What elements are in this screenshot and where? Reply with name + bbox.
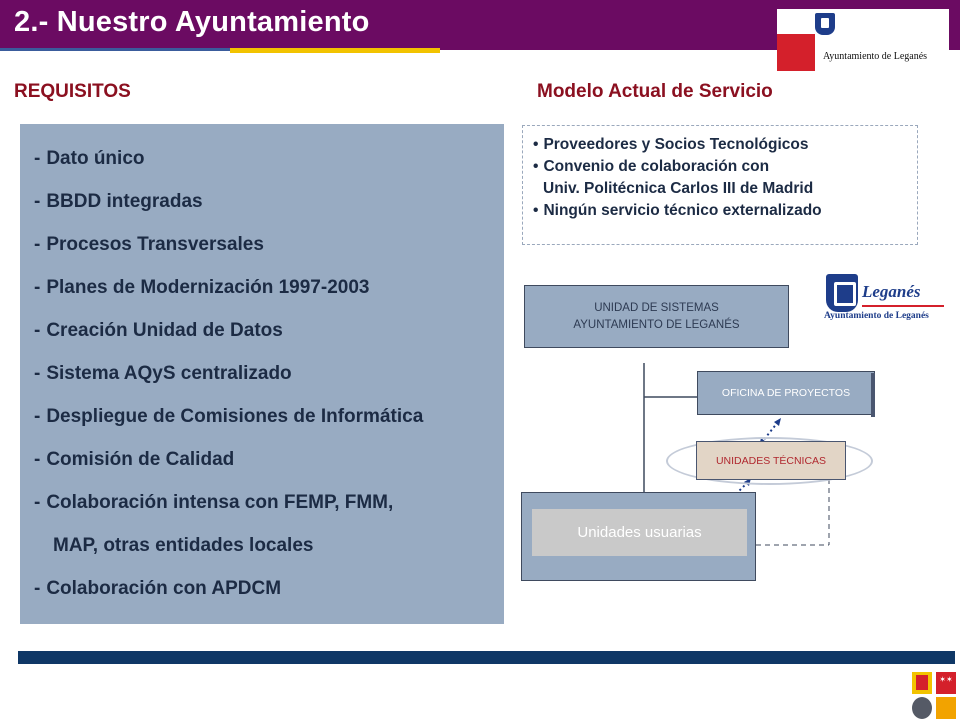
dash-marker: - — [34, 492, 41, 513]
footer-logos — [908, 664, 958, 720]
requirement-label: Dato único — [46, 148, 145, 169]
service-item — [533, 134, 822, 156]
service-item-continuation — [533, 178, 822, 200]
ayuntamiento-logo — [777, 9, 949, 71]
dash-marker: - — [34, 363, 41, 384]
tech-units-label: UNIDADES TÉCNICAS — [715, 454, 827, 467]
logo-text: Ayuntamiento de Leganés — [823, 51, 928, 62]
requirement-item — [34, 228, 502, 271]
leganes-logo-subtitle: Ayuntamiento de Leganés — [824, 311, 929, 321]
requirements-list — [34, 142, 502, 615]
unit-systems-line2: AYUNTAMIENTO DE LEGANÉS — [573, 318, 740, 331]
requirement-label: BBDD integradas — [46, 191, 203, 212]
office-projects-shadow — [871, 373, 875, 417]
dash-marker: - — [34, 320, 41, 341]
service-label: Univ. Politécnica Carlos III de Madrid — [543, 180, 814, 197]
dash-marker: - — [34, 148, 41, 169]
header-stripe-yellow — [230, 48, 440, 53]
requirement-item — [34, 400, 502, 443]
requirement-label: Comisión de Calidad — [46, 449, 235, 470]
service-label: Proveedores y Socios Tecnológicos — [543, 136, 809, 153]
requirement-label: Sistema AQyS centralizado — [46, 363, 292, 384]
stars-icon: ✶✶ — [939, 675, 953, 684]
dash-marker: - — [34, 277, 41, 298]
requirement-item — [34, 357, 502, 400]
service-item — [533, 200, 822, 222]
dash-marker: - — [34, 191, 41, 212]
bullet-marker: • — [533, 202, 539, 219]
office-projects-box — [697, 371, 875, 415]
unit-systems-box — [524, 285, 789, 348]
service-item — [533, 156, 822, 178]
requirement-item-continuation — [34, 529, 502, 572]
requirement-item — [34, 271, 502, 314]
arrowhead-office-tech-top — [774, 418, 781, 426]
page-title: 2.- Nuestro Ayuntamiento — [14, 6, 370, 38]
service-model-heading: Modelo Actual de Servicio — [537, 81, 773, 102]
requirement-label: Procesos Transversales — [46, 234, 264, 255]
requirement-item — [34, 486, 502, 529]
shield-icon — [815, 13, 835, 35]
requirement-item — [34, 185, 502, 228]
user-units-inner — [532, 509, 747, 556]
requirement-label: MAP, otras entidades locales — [53, 535, 314, 556]
bullet-marker: • — [533, 136, 539, 153]
footer-bar — [18, 651, 955, 664]
requirement-item — [34, 443, 502, 486]
requirement-label: Colaboración con APDCM — [46, 578, 282, 599]
requirement-item — [34, 142, 502, 185]
dash-marker: - — [34, 406, 41, 427]
leganes-logo-rule — [862, 305, 944, 307]
service-model-box — [522, 125, 918, 245]
dash-marker: - — [34, 449, 41, 470]
dash-marker: - — [34, 578, 41, 599]
bullet-marker: • — [533, 158, 539, 175]
madrid-stars-logo — [936, 672, 956, 694]
footer-logo-yellow-inner — [916, 675, 928, 690]
service-list — [533, 134, 822, 222]
requirement-item — [34, 314, 502, 357]
leganes-brand: Leganés — [862, 282, 921, 301]
tech-units-box — [696, 441, 846, 480]
requirement-item — [34, 572, 502, 615]
requirement-label: Creación Unidad de Datos — [46, 320, 283, 341]
unit-systems-line1: UNIDAD DE SISTEMAS — [594, 301, 719, 314]
requirements-heading: REQUISITOS — [14, 81, 131, 102]
service-label: Ningún servicio técnico externalizado — [543, 202, 822, 219]
requirements-panel — [20, 124, 504, 624]
requirement-label: Colaboración intensa con FEMP, FMM, — [46, 492, 394, 513]
logo-red-block — [777, 34, 815, 71]
dash-marker: - — [34, 234, 41, 255]
service-label: Convenio de colaboración con — [543, 158, 770, 175]
user-units-label: Unidades usuarias — [577, 524, 702, 541]
leganes-logo — [822, 272, 946, 324]
requirement-label: Planes de Modernización 1997-2003 — [46, 277, 370, 298]
office-projects-label: OFICINA DE PROYECTOS — [721, 387, 851, 399]
leganes-shield-icon — [826, 274, 858, 312]
footer-logo-round — [912, 697, 932, 719]
requirement-label: Despliegue de Comisiones de Informática — [46, 406, 424, 427]
header-stripe-blue — [0, 48, 230, 51]
footer-logo-orange — [936, 697, 956, 719]
